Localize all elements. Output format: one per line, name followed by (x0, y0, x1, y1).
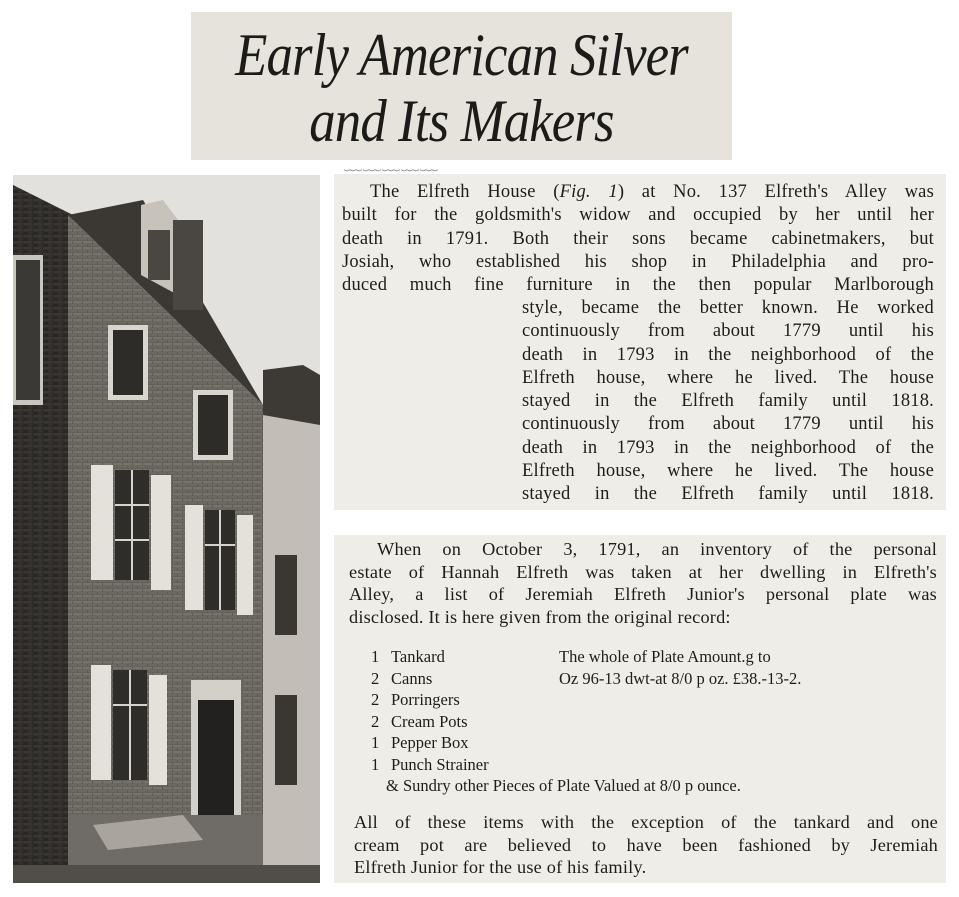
title-line-1: Early American Silver (235, 22, 688, 88)
item-name: Tankard (391, 647, 445, 666)
item-name: Porringers (391, 690, 460, 710)
item-name: Pepper Box (391, 733, 469, 753)
item-qty: 2 (371, 711, 380, 731)
inventory-list (371, 646, 489, 776)
text-line: Elfreth house, where he lived. The house (522, 461, 934, 482)
text-line: death in 1791. Both their sons became cabinetmakers, but (342, 228, 934, 249)
text-line: continuously from about 1779 until his (522, 321, 934, 342)
text-line: All of these items with the exception of the tankard and one (354, 812, 938, 832)
cropped-line-fragment: ﹋﹋﹋﹋﹋ (344, 169, 439, 189)
text-line: Alley, a list of Jeremiah Elfreth Junior's personal plate was (349, 584, 937, 604)
plate-amount (559, 646, 801, 689)
text-line: built for the goldsmith's widow and occupied by her until her (342, 205, 934, 226)
list-item (371, 646, 489, 668)
paragraph-elfreth-house-wide (342, 181, 934, 297)
item-qty: 1 (371, 754, 380, 774)
figure-reference: Fig. 1 (559, 182, 618, 202)
text-line: Elfreth Junior for the use of his family. (354, 857, 647, 877)
paragraph-inventory-intro (349, 538, 937, 628)
text-line: cream pot are believed to have been fashioned by Jeremiah (354, 834, 938, 855)
text-line: death in 1793 in the neighborhood of the (522, 344, 934, 365)
text-line: When on October 3, 1791, an inventory of the personal (377, 539, 937, 559)
text-line: The Elfreth House (Fig. 1) at No. 137 Elfreth's Alley was (370, 182, 934, 202)
paragraph-elfreth-house-narrow (522, 297, 934, 507)
text-line: Elfreth house, where he lived. The house (522, 367, 934, 388)
list-item (371, 711, 489, 733)
amount-line-1: The whole of Plate Amount.g to (559, 647, 771, 666)
sundry-line: & Sundry other Pieces of Plate Valued at 8/0 p ounce. (386, 776, 741, 795)
title-banner (191, 12, 732, 160)
text-line: stayed in the Elfreth family until 1818. (522, 391, 934, 412)
item-name: Canns (391, 668, 433, 688)
item-name: Punch Strainer (391, 754, 489, 774)
item-qty: 1 (371, 733, 380, 753)
text-panel-top (334, 169, 946, 510)
text-line: continuously from about 1779 until his (522, 414, 934, 435)
list-item (371, 732, 489, 754)
item-qty: 2 (371, 690, 380, 710)
text-line: disclosed. It is here given from the original record: (349, 606, 731, 627)
text-panel-bottom (334, 535, 946, 883)
text-line: Josiah, who established his shop in Philadelphia and pro- (342, 251, 934, 272)
text-line: stayed in the Elfreth family until 1818. (522, 484, 934, 505)
list-item (371, 689, 489, 711)
text-line: duced much fine furniture in the then popular Marlborough (342, 275, 934, 296)
text-line: death in 1793 in the neighborhood of the (522, 437, 934, 458)
list-item (371, 754, 489, 776)
text-line: estate of Hannah Elfreth was taken at her dwelling in Elfreth's (349, 561, 937, 582)
list-item (371, 668, 489, 690)
item-name: Cream Pots (391, 711, 468, 731)
item-qty: 2 (371, 668, 380, 688)
item-qty: 1 (371, 647, 380, 666)
title-line-2: and Its Makers (309, 88, 614, 154)
house-photo (13, 175, 320, 883)
house-photo-icon (13, 175, 320, 883)
amount-line-2: Oz 96-13 dwt-at 8/0 p oz. £38.-13-2. (559, 668, 802, 688)
text-line: style, became the better known. He worked (522, 298, 934, 318)
paragraph-closing (354, 811, 938, 879)
